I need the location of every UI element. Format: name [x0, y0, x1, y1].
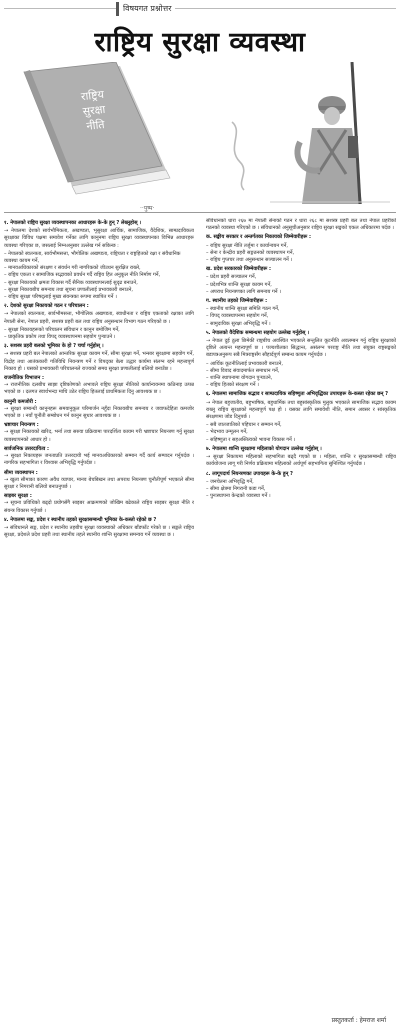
bullet-item: – भेदभाव उन्मूलन गर्ने,: [206, 429, 248, 436]
bullet-item: – अपराध नियन्त्रणका लागि समन्वय गर्ने ।: [206, 288, 282, 295]
answer-paragraph: → सुरक्षा निकायहरू जनताप्रति उत्तरदायी भई मानवअधिकारको सम्मान गर्दै कार्य सम्पादन गर्नुपर्दछ । नागरिक सहभागिता र विश्वास अभिवृद्धि गर्नुपर्दछ ।: [4, 453, 194, 467]
header-rule: [4, 8, 396, 9]
book-title-line2: सुरक्षा: [82, 102, 106, 119]
bullet-item: – सुरक्षा निकायको क्षमता विकास गर्दै सैनिक व्यवस्थापनलाई सुदृढ बनाउने,: [4, 279, 138, 286]
book-cover-text: [0, 62, 200, 204]
hero-illustration: [0, 62, 400, 204]
question-heading: क. सङ्घीय सरकार र अन्तर्गतका निकायको जिम्मेवारीहरू :: [206, 234, 312, 241]
answer-paragraph: → खुला सीमाका कारण अवैध व्यापार, मानव बेचबिखन तथा अपराध नियन्त्रण चुनौतीपूर्ण भएकाले सीमा सुरक्षा र निगरानी बलियो बनाउनुपर्छ ।: [4, 476, 194, 490]
bullet-item: – सीमा विवाद संवादमार्फत समाधान गर्ने,: [206, 367, 280, 374]
bullet-item: – मानवअधिकारको संरक्षण र संवर्धन गरी नागरिकको जीउधन सुरक्षित राख्ने,: [4, 265, 141, 272]
bullet-item: – राष्ट्रिय सुरक्षा परिषद्‌लाई मुख्य संयन्त्रका रूपमा स्थापित गर्ने ।: [4, 294, 117, 301]
bullet-item: – प्राकृतिक प्रकोप तथा विपद् व्यवस्थापनमा सहयोग पुर्‍याउने ।: [4, 334, 116, 341]
subheading: भ्रष्टाचार नियन्त्रण :: [4, 422, 39, 429]
answer-paragraph: → सुरक्षा सम्बन्धी कानुनहरू समयानुकूल परिमार्जन नहुँदा निकायबीच समन्वय र जवाफदेहिता कमजोर भएको छ । नयाँ चुनौती सम्बोधन गर्न कानुन सुधार आवश्यक छ ।: [4, 405, 194, 420]
answer-paragraph: → नेपाल दुई ठूला छिमेकी राष्ट्रबीच अवस्थित भएकाले सन्तुलित कूटनीति अवलम्बन गर्नु राष्ट्रिय सुरक्षाको दृष्टिले अत्यन्त महत्त्वपूर्ण छ । पञ्चशीलका सिद्धान्त, असंलग्न परराष्ट्र नीति तथा संयुक्त राष्ट्रसङ्घको बडापत्रअनुरूप सबै मित्रराष्ट्रसँग सौहार्दपूर्ण सम्बन्ध कायम गर्नुपर्दछ ।: [206, 338, 396, 359]
bullet-item: – राष्ट्रिय गुप्तचर तथा अनुसन्धान सञ्चालन गर्ने ।: [206, 257, 293, 264]
left-column: [4, 218, 194, 1018]
bullet-item: – राष्ट्रिय हितको संरक्षण गर्ने ।: [206, 382, 259, 389]
subheading: राजनीतिक विभाजन :: [4, 375, 44, 382]
question-heading: ७. नेपालमा शान्ति सुरक्षामा महिलाको योगदान उल्लेख गर्नुहोस् ।: [206, 445, 322, 452]
question-heading: ख. प्रदेश सरकारको जिम्मेवारीहरू :: [206, 266, 272, 273]
question-heading: ८. लागूपदार्थ नियन्त्रणका उपायहरू के-के हुन् ?: [206, 470, 293, 477]
answer-paragraph: → संविधानले सङ्घ, प्रदेश र स्थानीय तहबीच सुरक्षा व्यवस्थाको अधिकार बाँडफाँट गरेको छ । सङ्घले राष्ट्रिय सुरक्षा, प्रदेशले प्रदेश प्रहरी तथा स्थानीय तहले स्थानीय शान्ति सुरक्षामा समन्वय गर्ने व्यवस्था छ ।: [4, 524, 194, 539]
bullet-item: – नेपालको स्वतन्त्रता, सार्वभौमसत्ता, भौगोलिक अखण्डता, राष्ट्रियता र राष्ट्रहितको रक्षा र संवैधानिक व्यवस्था कायम गर्ने,: [4, 250, 181, 265]
bullet-item: – सामुदायिक सुरक्षा अभिवृद्धि गर्ने ।: [206, 320, 271, 327]
bullet-item: – सुरक्षा निकायहरूको परिचालन संविधान र कानुन बमोजिम गर्ने,: [4, 326, 120, 333]
section-tag: विषयगत प्रश्नोत्तर: [116, 2, 175, 16]
bullet-item: – राष्ट्रिय सुरक्षा नीति तर्जुमा र कार्यान्वयन गर्ने,: [206, 242, 288, 249]
answer-paragraph: संविधानको धारा २६७ मा नेपाली सेनाको गठन र धारा २६८ मा सशस्त्र प्रहरी बल तथा नेपाल प्रहरीको गठनको व्यवस्था गरिएको छ । संविधानको अनुसूचीअनुसार राष्ट्रिय सुरक्षा सङ्घको एकल अधिकारमा पर्दछ ।: [206, 218, 396, 232]
section-header: [4, 2, 396, 16]
question-heading: ५. नेपालको वैदेशिक सम्बन्धमा सहयोग उल्लेख गर्नुहोस् ।: [206, 329, 310, 336]
bullet-item: – जनचेतना अभिवृद्धि गर्ने,: [206, 478, 254, 485]
question-heading: ६. नेपालमा सामाजिक सद्भाव र साम्प्रदायिक सहिष्णुता अभिवृद्धिका उपायहरू के-कस्ता रहेका छन् ?: [206, 391, 389, 398]
subheading: सीमा व्यवस्थापन :: [4, 469, 38, 476]
book-title-line1: राष्ट्रिय: [80, 87, 105, 104]
subheading: कानुनी कमजोरी :: [4, 398, 37, 405]
section-divider: [4, 212, 396, 213]
question-heading: ४. नेपालमा सङ्घ, प्रदेश र स्थानीय तहको सुरक्षासम्बन्धी भूमिका के-कस्तो रहेको छ ?: [4, 516, 157, 523]
bullet-item: – पुनःस्थापना केन्द्रको व्यवस्था गर्ने ।: [206, 493, 271, 500]
bullet-item: – स्थानीय शान्ति सुरक्षा समिति गठन गर्ने,: [206, 306, 280, 313]
bullet-item: – सेना र केन्द्रीय प्रहरी सङ्गठनको व्यवस्थापन गर्ने,: [206, 249, 295, 256]
subheading: सार्वजनिक उत्तरदायित्व :: [4, 445, 50, 452]
answer-paragraph: → सूचना प्रविधिको बढ्दो प्रयोगसँगै साइबर आक्रमणको जोखिम बढेकाले राष्ट्रिय साइबर सुरक्षा नीति र संयन्त्र विकास गर्नुपर्छ ।: [4, 500, 194, 514]
bullet-item: – सीमा क्षेत्रमा निगरानी कडा गर्ने,: [206, 485, 266, 492]
bullet-item: – राष्ट्रिय एकता र सामाजिक सद्भावको प्रवर्धन गर्दै राष्ट्रिय हित अनुकूल नीति निर्माण गर्ने,: [4, 272, 161, 279]
question-heading: १. नेपालको राष्ट्रिय सुरक्षा व्यवस्थापनका आधारहरू के-के हुन् ? लेख्नुहोस् ।: [4, 220, 142, 226]
page-title: राष्ट्रिय सुरक्षा व्यवस्था: [94, 27, 306, 58]
bullet-item: – आर्थिक कूटनीतिलाई प्रभावकारी बनाउने,: [206, 360, 283, 367]
answer-paragraph: → राजनीतिक दलबीच साझा दृष्टिकोणको अभावले राष्ट्रिय सुरक्षा नीतिको कार्यान्वयनमा कठिनाइ उत्पन्न भएको छ । दलगत स्वार्थभन्दा माथि उठेर राष्ट्रिय हितलाई प्राथमिकता दिनु आवश्यक छ ।: [4, 382, 194, 396]
bullet-item: – प्रदेशभित्र शान्ति सुरक्षा कायम गर्ने,: [206, 281, 272, 288]
question-heading: ग. स्थानीय तहको जिम्मेवारीहरू :: [206, 298, 268, 305]
question-heading: २. देशको सुरक्षा निकायको गठन र परिचालन :: [4, 303, 89, 310]
book-title-line3: नीति: [85, 118, 106, 133]
answer-paragraph: → नेपाल बहुजातीय, बहुभाषिक, बहुधार्मिक तथा बहुसांस्कृतिक मुलुक भएकाले सामाजिक सद्भाव कायम राख्नु राष्ट्रिय सुरक्षाको महत्त्वपूर्ण पक्ष हो । यसका लागि समावेशी नीति, समान अवसर र सांस्कृतिक संरक्षणमा जोड दिनुपर्छ ।: [206, 399, 396, 421]
bullet-item: – सुरक्षा निकायबीच समन्वय तथा सूचना प्रणालीलाई प्रभावकारी बनाउने,: [4, 286, 133, 293]
bullet-item: – सबै जातजातिको पहिचान र सम्मान गर्ने,: [206, 422, 282, 429]
bullet-item: – सहिष्णुता र सहअस्तित्वको भावना विकास गर्ने ।: [206, 436, 296, 443]
subheading: साइबर सुरक्षा :: [4, 493, 32, 500]
answer-paragraph: → नेपालमा देशको सार्वभौमिकता, अखण्डता, भूसुरक्षा आर्थिक, सामाजिक, वैदेशिक, साम्प्रदायिकता सुरक्षाका विविध पक्षमा समावेश गर्नेका लागि कानुनमा राष्ट्रिय सुरक्षा व्यवस्थापनका विभिन्न आधारहरू व्यवस्था गरिएका छ, जसलाई निम्नअनुसार उल्लेख गर्न सकिन्छ :: [4, 228, 194, 249]
bullet-item: – प्रदेश प्रहरी सञ्चालन गर्ने,: [206, 274, 257, 281]
answer-paragraph: → सुरक्षा निकायको खरिद, भर्ना तथा सरुवा प्रक्रियामा पारदर्शिता कायम गरी भ्रष्टाचार नियन्त्रण गर्नु सुरक्षा व्यवस्थापनको आधार हो ।: [4, 429, 194, 443]
illustration-caption: ··पुष्प·: [140, 205, 155, 212]
answer-paragraph: → सुरक्षा निकायमा महिलाको सहभागिता बढ्दै गएको छ । महिला, शान्ति र सुरक्षासम्बन्धी राष्ट्रिय कार्ययोजना लागू गरी निर्णय प्रक्रियामा महिलाको अर्थपूर्ण सहभागिता सुनिश्चित गर्नुपर्दछ ।: [206, 454, 396, 468]
right-column: [206, 218, 396, 1018]
answer-paragraph: → सशस्त्र प्रहरी बल नेपालको आन्तरिक सुरक्षा कायम गर्ने, सीमा सुरक्षा गर्ने, भन्सार सुरक्षामा सहयोग गर्ने, विद्रोह तथा आतंककारी गतिविधि नियन्त्रण गर्ने र विपद्‍का बेला उद्धार कार्यमा संलग्न रहने महत्त्वपूर्ण निकाय हो । यसको प्रभावकारी परिचालनले राज्यको समग्र सुरक्षा प्रणालीलाई बलियो बनाउँछ ।: [4, 351, 194, 372]
bullet-item: – शान्ति स्थापनामा योगदान पुर्‍याउने,: [206, 375, 273, 382]
bullet-item: – विपद् व्यवस्थापनमा सहयोग गर्ने,: [206, 313, 269, 320]
answer-paragraph: → नेपालको स्वतन्त्रता, सार्वभौमसत्ता, भौगोलिक अखण्डता, स्वाधीनता र राष्ट्रिय एकताको रक्षाका लागि नेपाली सेना, नेपाल प्रहरी, सशस्त्र प्रहरी बल तथा राष्ट्रिय अनुसन्धान विभाग गठन गरिएको छ ।: [4, 311, 194, 325]
author-credit: प्रस्तुतकर्ता : हेमराज शर्मा: [331, 1017, 386, 1024]
question-heading: ३. सशस्त्र प्रहरी बलको भूमिका के हो ? चर्चा गर्नुहोस् ।: [4, 343, 104, 350]
